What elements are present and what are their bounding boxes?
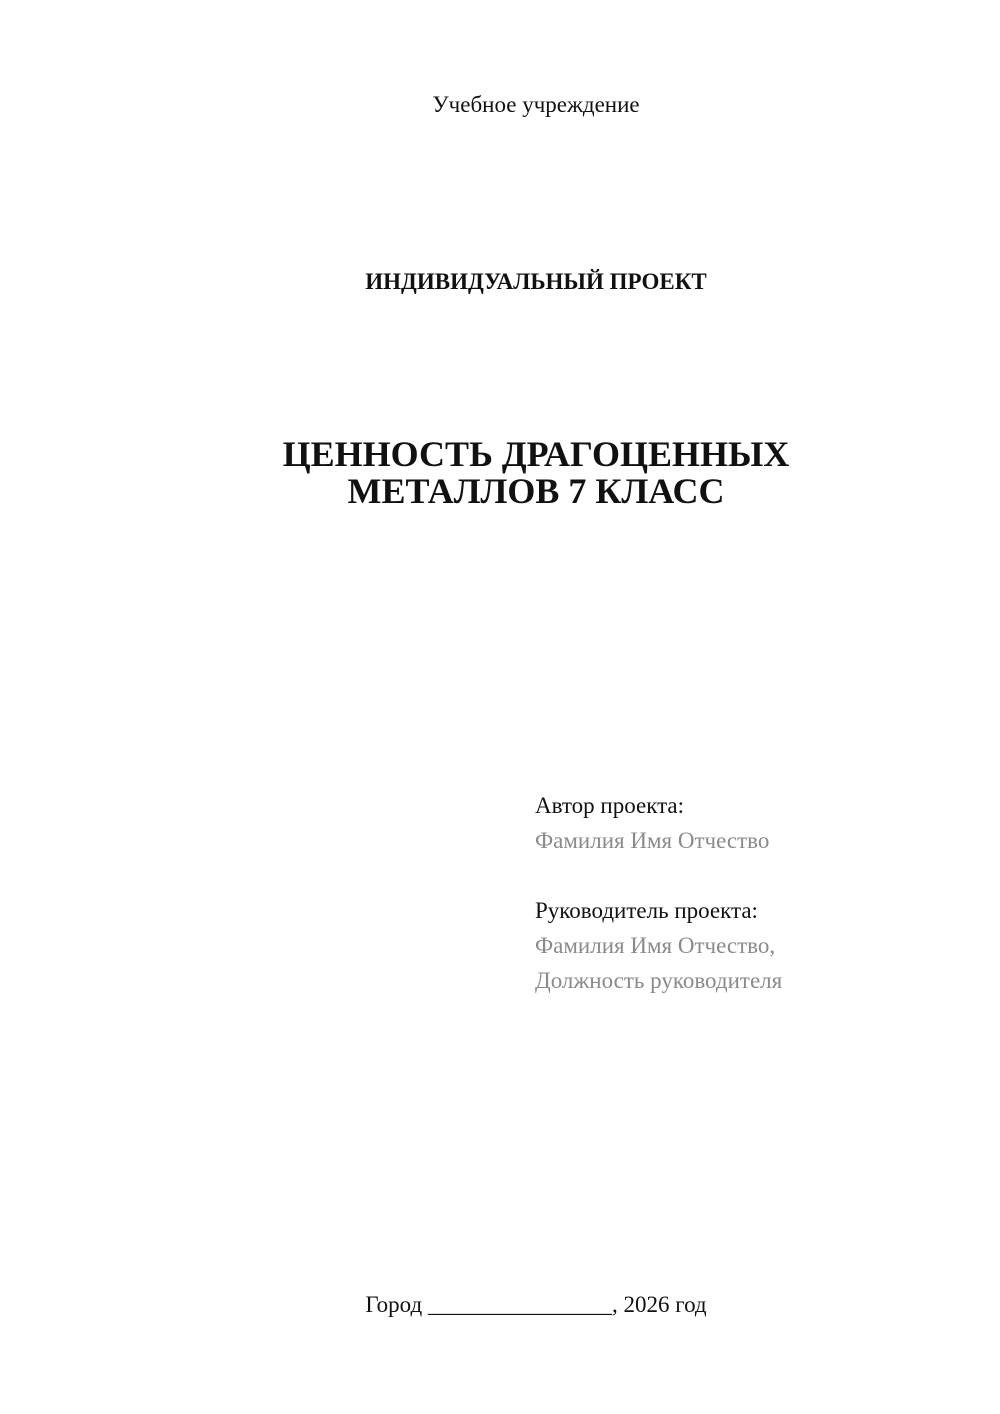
document-type: ИНДИВИДУАЛЬНЫЙ ПРОЕКТ bbox=[365, 269, 707, 294]
supervisor-label: Руководитель проекта: bbox=[535, 898, 758, 923]
project-title bbox=[0, 436, 1000, 510]
supervisor-name: Фамилия Имя Отчество, bbox=[535, 933, 776, 958]
credits-block bbox=[535, 788, 985, 998]
project-title-line-1: ЦЕННОСТЬ ДРАГОЦЕННЫХ bbox=[282, 434, 790, 474]
project-title-line-2: МЕТАЛЛОВ 7 КЛАСС bbox=[347, 471, 725, 511]
author-name: Фамилия Имя Отчество bbox=[535, 828, 770, 853]
credits-spacer bbox=[535, 858, 985, 893]
city-year-line: Город ________________, 2026 год bbox=[365, 1292, 707, 1317]
institution-name: Учебное учреждение bbox=[432, 92, 640, 117]
supervisor-position: Должность руководителя bbox=[535, 968, 783, 993]
author-label: Автор проекта: bbox=[535, 793, 684, 818]
